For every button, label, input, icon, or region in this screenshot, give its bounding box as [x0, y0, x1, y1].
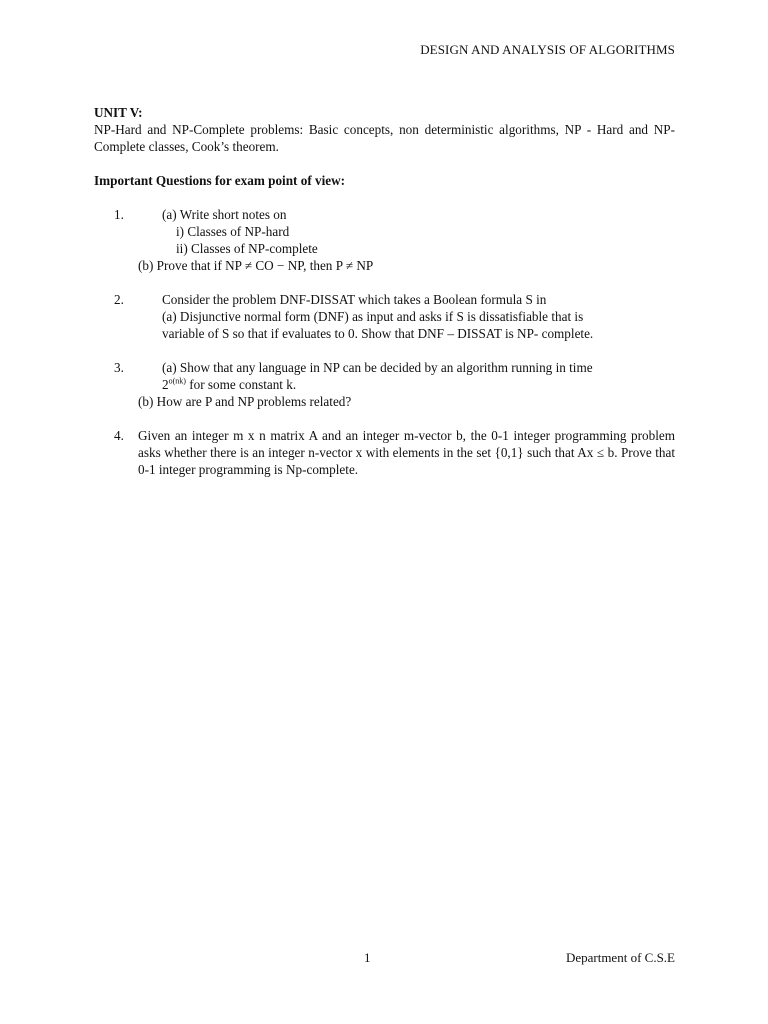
exponent-base: 2 — [162, 377, 169, 392]
question-2-line-3: variable of S so that if evaluates to 0. Show that DNF – DISSAT is NP- complete. — [162, 326, 594, 341]
important-questions-heading: Important Questions for exam point of view: — [94, 173, 346, 188]
unit-heading: UNIT V: — [94, 105, 143, 120]
page-number: 1 — [364, 950, 371, 965]
question-4 — [94, 427, 675, 478]
question-3-part-a: (a) Show that any language in NP can be decided by an algorithm running in time — [162, 360, 593, 375]
question-1-item-i: i) Classes of NP-hard — [176, 224, 290, 239]
question-4-text: Given an integer m x n matrix A and an integer m-vector b, the 0-1 integer programming problem asks whether there is an integer n-vector x with elements in the set {0,1} such that Ax ≤ b. Prove that 0-1 integer programming is Np-complete. — [138, 428, 675, 477]
question-number: 1. — [114, 207, 124, 222]
question-3 — [94, 359, 675, 410]
question-number: 4. — [114, 428, 124, 443]
exponent: o(nk) — [168, 376, 186, 386]
question-3-part-b: (b) How are P and NP problems related? — [138, 394, 352, 409]
question-2-line-2: (a) Disjunctive normal form (DNF) as input and asks if S is dissatisfiable that is — [162, 309, 584, 324]
question-3-part-a-continued — [162, 376, 675, 393]
unit-description: NP-Hard and NP-Complete problems: Basic concepts, non deterministic algorithms, NP - Hard and NP-Complete classes, Cook’s theorem. — [94, 122, 675, 154]
question-2 — [94, 291, 675, 342]
question-1-part-b: (b) Prove that if NP ≠ CO − NP, then P ≠ NP — [138, 258, 374, 273]
main-content — [94, 104, 675, 478]
question-2-line-1: Consider the problem DNF-DISSAT which takes a Boolean formula S in — [162, 292, 547, 307]
question-number: 3. — [114, 360, 124, 375]
question-1-part-a: (a) Write short notes on — [162, 207, 287, 222]
question-1-item-ii: ii) Classes of NP-complete — [176, 241, 318, 256]
footer-department: Department of C.S.E — [565, 950, 675, 965]
question-number: 2. — [114, 292, 124, 307]
header-title: DESIGN AND ANALYSIS OF ALGORITHMS — [420, 42, 675, 57]
question-3-tail: for some constant k. — [185, 377, 297, 392]
question-1 — [94, 206, 675, 274]
